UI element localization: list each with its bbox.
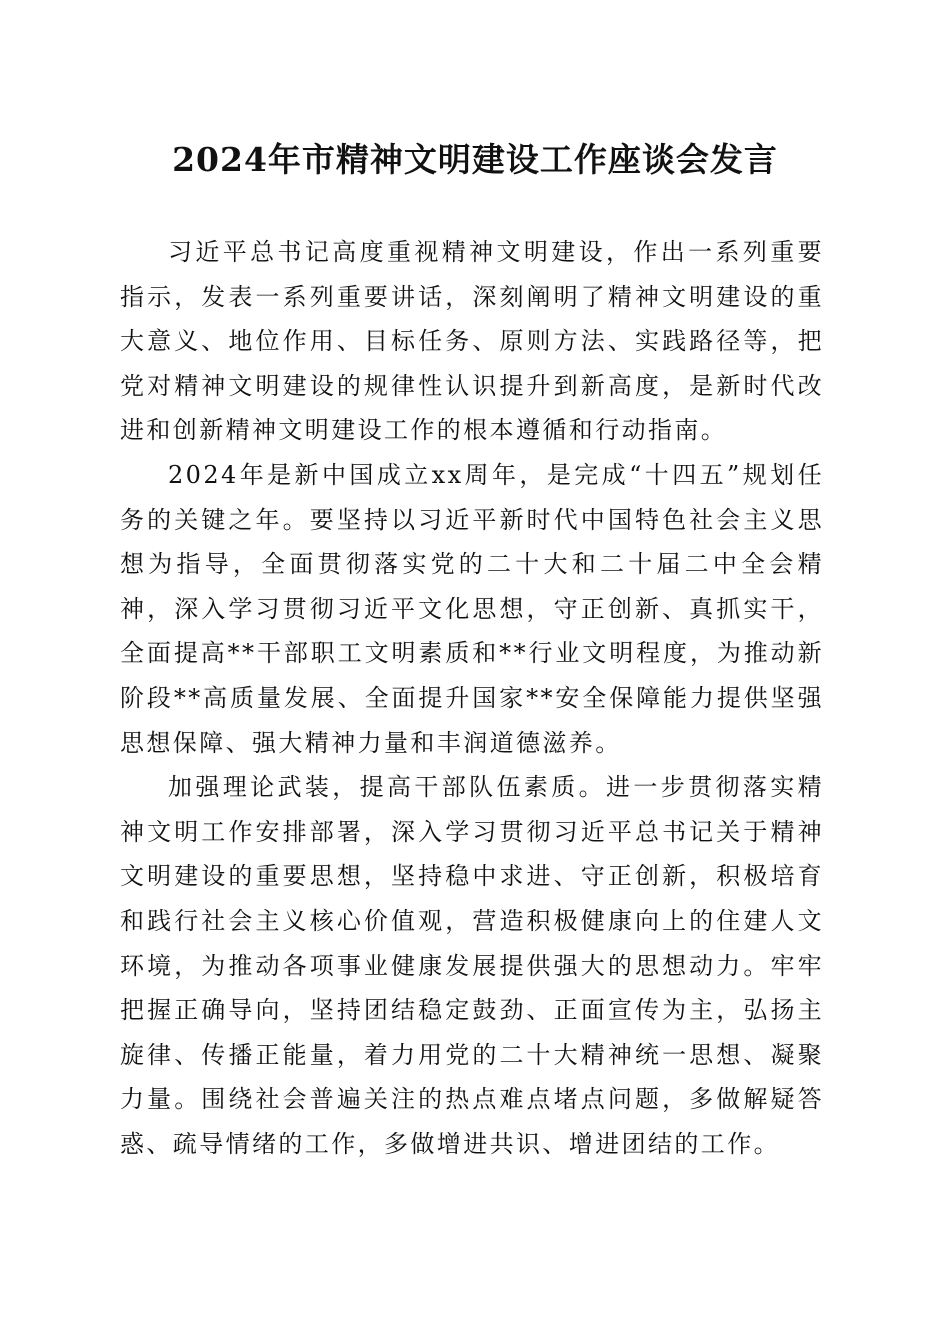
- paragraph-3: 加强理论武装，提高干部队伍素质。进一步贯彻落实精神文明工作安排部署，深入学习贯彻习近平总书记关于精神文明建设的重要思想，坚持稳中求进、守正创新，积极培育和践行社会主义核心价值观，营造积极健康向上的住建人文环境，为推动各项事业健康发展提供强大的思想动力。牢牢把握正确导向，坚持团结稳定鼓劲、正面宣传为主，弘扬主旋律、传播正能量，着力用党的二十大精神统一思想、凝聚力量。围绕社会普遍关注的热点难点堵点问题，多做解疑答惑、疏导情绪的工作，多做增进共识、增进团结的工作。: [120, 773, 824, 1158]
- paragraph-1: 习近平总书记高度重视精神文明建设，作出一系列重要指示，发表一系列重要讲话，深刻阐明了精神文明建设的重大意义、地位作用、目标任务、原则方法、实践路径等，把党对精神文明建设的规律性认识提升到新高度，是新时代改进和创新精神文明建设工作的根本遵循和行动指南。: [120, 238, 824, 445]
- document-title: 2024年市精神文明建设工作座谈会发言: [172, 140, 778, 179]
- document-body: [120, 230, 824, 1166]
- paragraph-2: 2024年是新中国成立xx周年，是完成“十四五”规划任务的关键之年。要坚持以习近平新时代中国特色社会主义思想为指导，全面贯彻落实党的二十大和二十届二中全会精神，深入学习贯彻习近平文化思想，守正创新、真抓实干，全面提高**干部职工文明素质和**行业文明程度，为推动新阶段**高质量发展、全面提升国家**安全保障能力提供坚强思想保障、强大精神力量和丰润道德滋养。: [120, 460, 824, 757]
